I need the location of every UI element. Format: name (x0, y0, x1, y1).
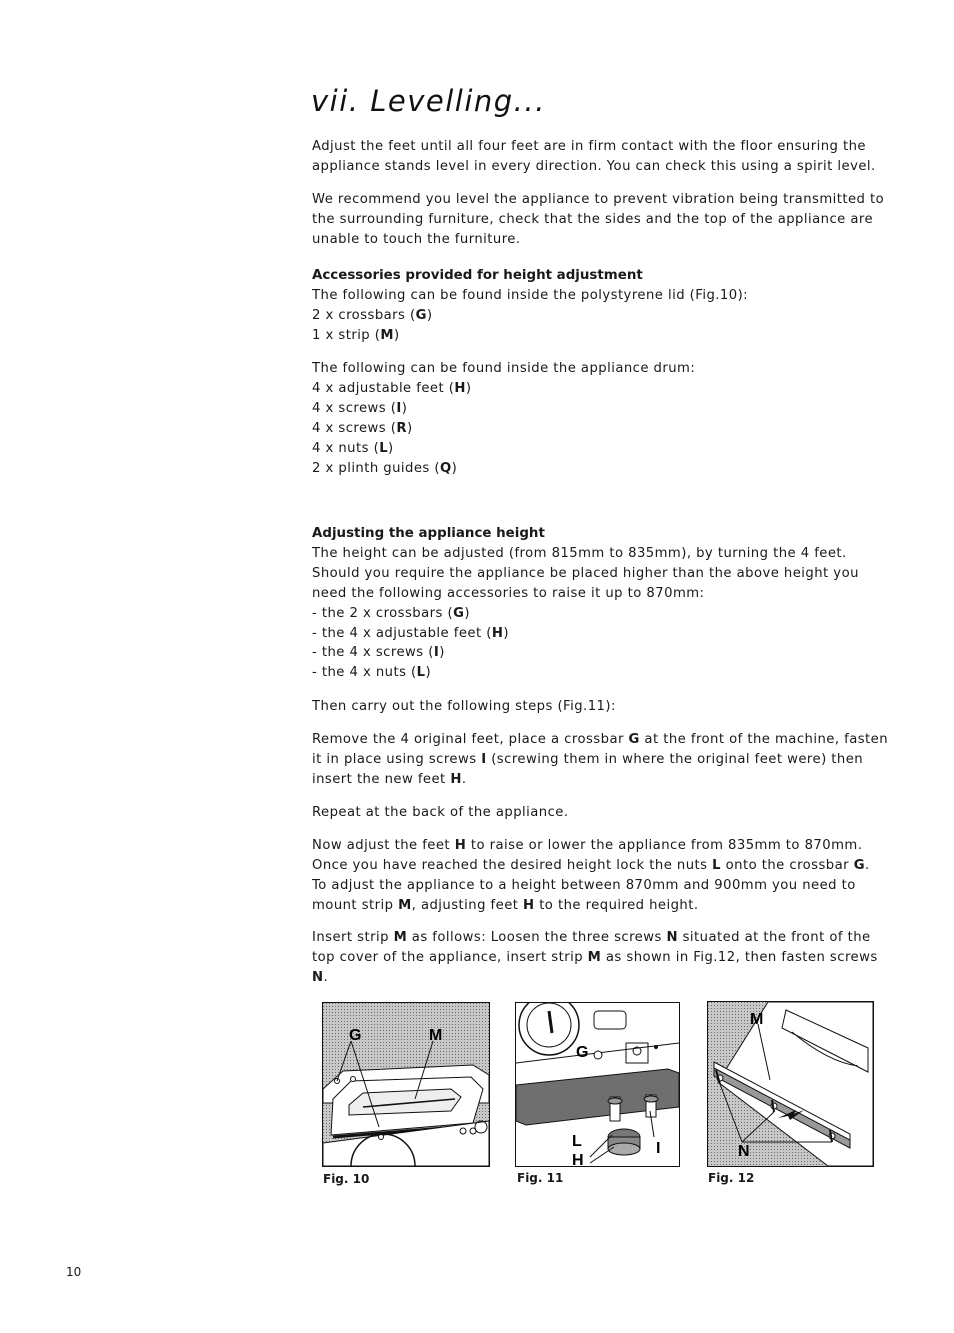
height-section (312, 524, 892, 683)
figure-10 (322, 1002, 490, 1167)
fig11-label-i: I (656, 1140, 661, 1157)
figure-11 (515, 1002, 680, 1167)
accessories-heading: Accessories provided for height adjustment (312, 268, 643, 283)
fig10-label-m: M (429, 1027, 443, 1044)
list-item: 2 x plinth guides (Q) (312, 460, 458, 476)
drum-intro: The following can be found inside the appliance drum: (312, 361, 696, 376)
fig11-label-l: L (572, 1133, 582, 1150)
list-item: 4 x screws (R) (312, 420, 413, 436)
fig12-illustration (708, 1002, 873, 1166)
page-number: 10 (66, 1265, 82, 1279)
list-item: 1 x strip (M) (312, 327, 400, 343)
figure-12 (707, 1001, 874, 1167)
fig11-illustration (516, 1003, 679, 1166)
step-4: Insert strip M as follows: Loosen the three screws N situated at the front of the top cover of the appliance, insert strip M as shown in Fig.12, then fasten screws N. (312, 930, 878, 985)
text-line: unable to touch the furniture. (312, 231, 521, 247)
list-item: - the 4 x nuts (L) (312, 665, 432, 681)
text-line: need the following accessories to raise it up to 870mm: (312, 585, 705, 601)
text-line: Should you require the appliance be placed higher than the above height you (312, 565, 859, 581)
fig10-illustration (323, 1003, 489, 1166)
list-item: - the 4 x adjustable feet (H) (312, 625, 509, 641)
text-line: The height can be adjusted (from 815mm to 835mm), by turning the 4 feet. (312, 545, 847, 561)
accessories-section (312, 266, 892, 346)
text-line: Adjust the feet until all four feet are in firm contact with the floor ensuring the (312, 139, 866, 154)
list-item: 4 x screws (I) (312, 400, 408, 416)
list-item: 4 x adjustable feet (H) (312, 380, 472, 396)
text-line: We recommend you level the appliance to prevent vibration being transmitted to (312, 192, 885, 207)
fig10-caption: Fig. 10 (323, 1172, 370, 1186)
fig12-label-n: N (738, 1143, 750, 1160)
list-item: - the 4 x screws (I) (312, 645, 445, 661)
fig12-caption: Fig. 12 (708, 1171, 755, 1185)
intro-paragraph-1 (312, 137, 892, 177)
page-title: vii. Levelling... (311, 84, 546, 118)
list-item: - the 2 x crossbars (G) (312, 605, 470, 621)
list-item: 2 x crossbars (G) (312, 307, 433, 323)
steps-intro: Then carry out the following steps (Fig.11): (312, 699, 616, 714)
fig11-label-g: G (576, 1044, 589, 1061)
intro-paragraph-2 (312, 190, 892, 250)
fig12-label-m: M (750, 1011, 764, 1028)
fig11-caption: Fig. 11 (517, 1171, 564, 1185)
height-heading: Adjusting the appliance height (312, 526, 545, 541)
drum-accessories (312, 359, 892, 478)
step-3: Now adjust the feet H to raise or lower the appliance from 835mm to 870mm. Once you have reached the desired height lock the nuts L onto the crossbar G. To adjust the appliance to a height between 870mm and 900mm you need to mount strip M, adjusting feet H to the required height. (312, 838, 870, 913)
text-line: the surrounding furniture, check that the sides and the top of the appliance are (312, 211, 874, 227)
step-1: Remove the 4 original feet, place a crossbar G at the front of the machine, fasten it in place using screws I (screwing them in where the original feet were) then insert the new feet H. (312, 732, 889, 787)
text-line: appliance stands level in every direction. You can check this using a spirit level. (312, 158, 876, 174)
fig10-label-g: G (349, 1027, 362, 1044)
lid-intro: The following can be found inside the polystyrene lid (Fig.10): (312, 287, 749, 303)
step-2: Repeat at the back of the appliance. (312, 805, 569, 820)
fig11-label-h: H (572, 1152, 584, 1166)
list-item: 4 x nuts (L) (312, 440, 394, 456)
